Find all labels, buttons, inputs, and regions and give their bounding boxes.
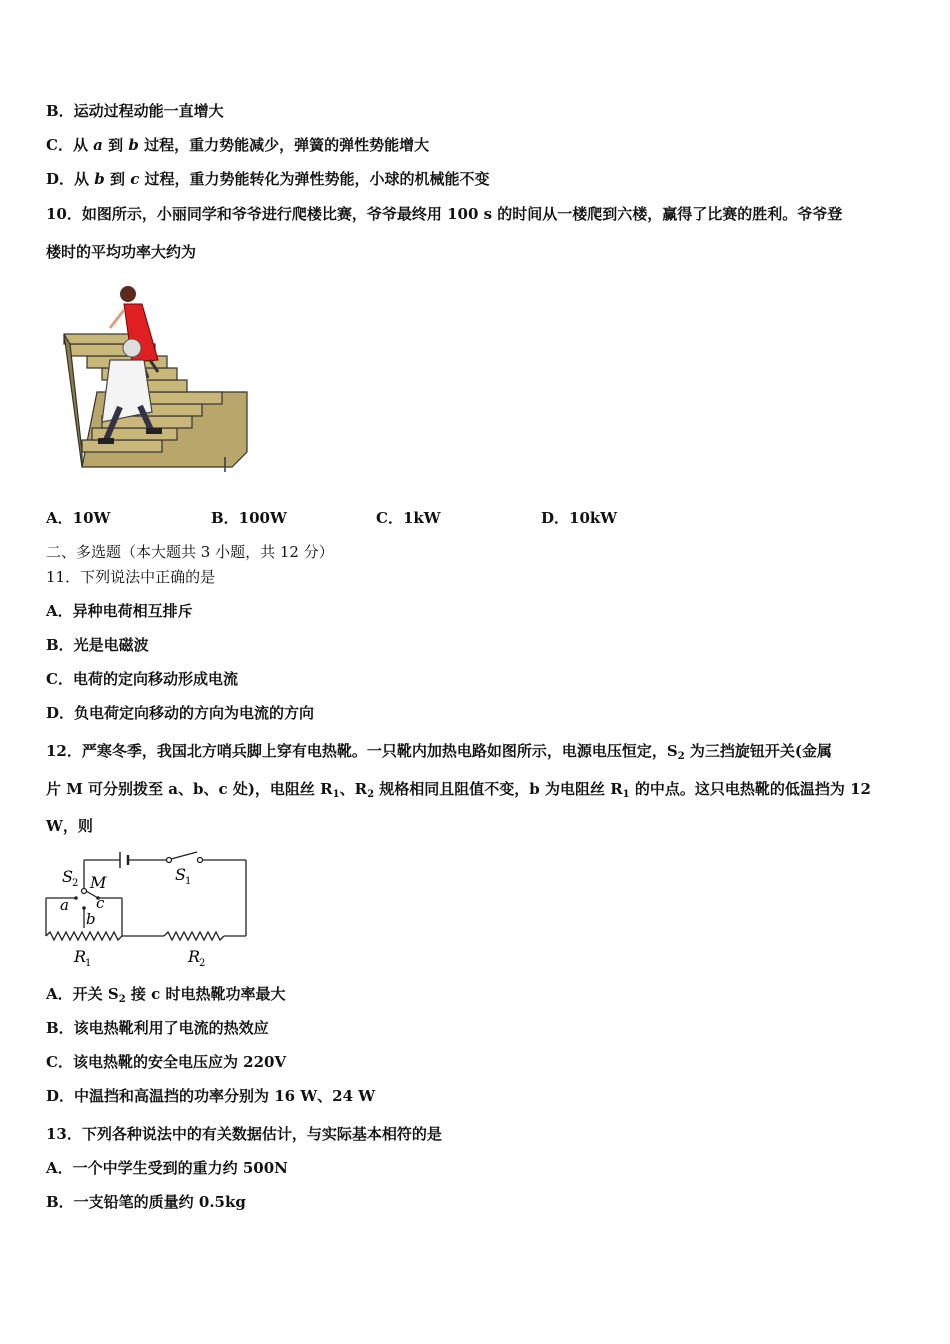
q9-option-d: D．从 b 到 c 过程，重力势能转化为弹性势能，小球的机械能不变 — [46, 170, 490, 188]
heating-circuit-diagram — [40, 846, 255, 971]
s2-subscript: 2 — [72, 878, 79, 889]
r2-label: R — [188, 947, 201, 966]
s1-subscript: 1 — [185, 876, 192, 887]
q10-option-d: D．10kW — [541, 509, 618, 527]
q12-option-d: D．中温挡和高温挡的功率分别为 16 W、24 W — [46, 1087, 376, 1105]
q13-option-b: B．一支铅笔的质量约 0.5kg — [46, 1193, 246, 1211]
q11-option-b: B．光是电磁波 — [46, 636, 149, 654]
q12-option-b: B．该电热靴利用了电流的热效应 — [46, 1019, 269, 1037]
s2-label: S — [62, 867, 73, 886]
a-label: a — [60, 896, 69, 914]
q10-option-b: B．100W — [211, 509, 287, 527]
r1-subscript: 1 — [85, 958, 92, 969]
q11-option-d: D．负电荷定向移动的方向为电流的方向 — [46, 704, 315, 722]
r2-subscript: 2 — [199, 958, 206, 969]
q11-stem: 11．下列说法中正确的是 — [46, 568, 216, 586]
b-label: b — [86, 910, 96, 928]
c-label: c — [96, 894, 105, 912]
r1-label: R — [74, 947, 87, 966]
stair-climbing-illustration — [62, 282, 252, 477]
m-label: M — [90, 873, 107, 892]
section-title: 二、多选题（本大题共 3 小题，共 12 分） — [46, 543, 334, 561]
q13-option-a: A．一个中学生受到的重力约 500N — [46, 1159, 288, 1177]
q11-option-a: A．异种电荷相互排斥 — [46, 602, 193, 620]
q12-stem-line3: W，则 — [46, 817, 93, 835]
q10-stem-line1: 10．如图所示，小丽同学和爷爷进行爬楼比赛，爷爷最终用 100 s 的时间从一楼爬到六楼，赢得了比赛的胜利。爷爷登 — [46, 205, 843, 223]
q12-option-a: A．开关 $S_2$ 接 c 时电热靴功率最大 — [46, 985, 286, 1005]
q10-stem-line2: 楼时的平均功率大约为 — [46, 243, 197, 261]
s1-label: S — [175, 865, 186, 884]
q9-option-b: B．运动过程动能一直增大 — [46, 102, 224, 120]
q13-stem: 13．下列各种说法中的有关数据估计，与实际基本相符的是 — [46, 1125, 442, 1143]
q11-option-c: C．电荷的定向移动形成电流 — [46, 670, 238, 688]
q12-stem-line1: 12．严寒冬季，我国北方哨兵脚上穿有电热靴。一只靴内加热电路如图所示，电源电压恒定，$S_2$ 为三挡旋钮开关(金属 — [46, 742, 833, 762]
q10-option-c: C．1kW — [376, 509, 441, 527]
q10-option-a: A．10W — [46, 509, 111, 527]
q12-stem-line2: 片 M 可分别拨至 a、b、c 处)，电阻丝 $R_1$、$R_2$ 规格相同且阻值不变，b 为电阻丝 $R_1$ 的中点。这只电热靴的低温挡为 12 — [46, 780, 871, 800]
q9-option-c: C．从 a 到 b 过程，重力势能减少，弹簧的弹性势能增大 — [46, 136, 430, 154]
q12-option-c: C．该电热靴的安全电压应为 220V — [46, 1053, 287, 1071]
